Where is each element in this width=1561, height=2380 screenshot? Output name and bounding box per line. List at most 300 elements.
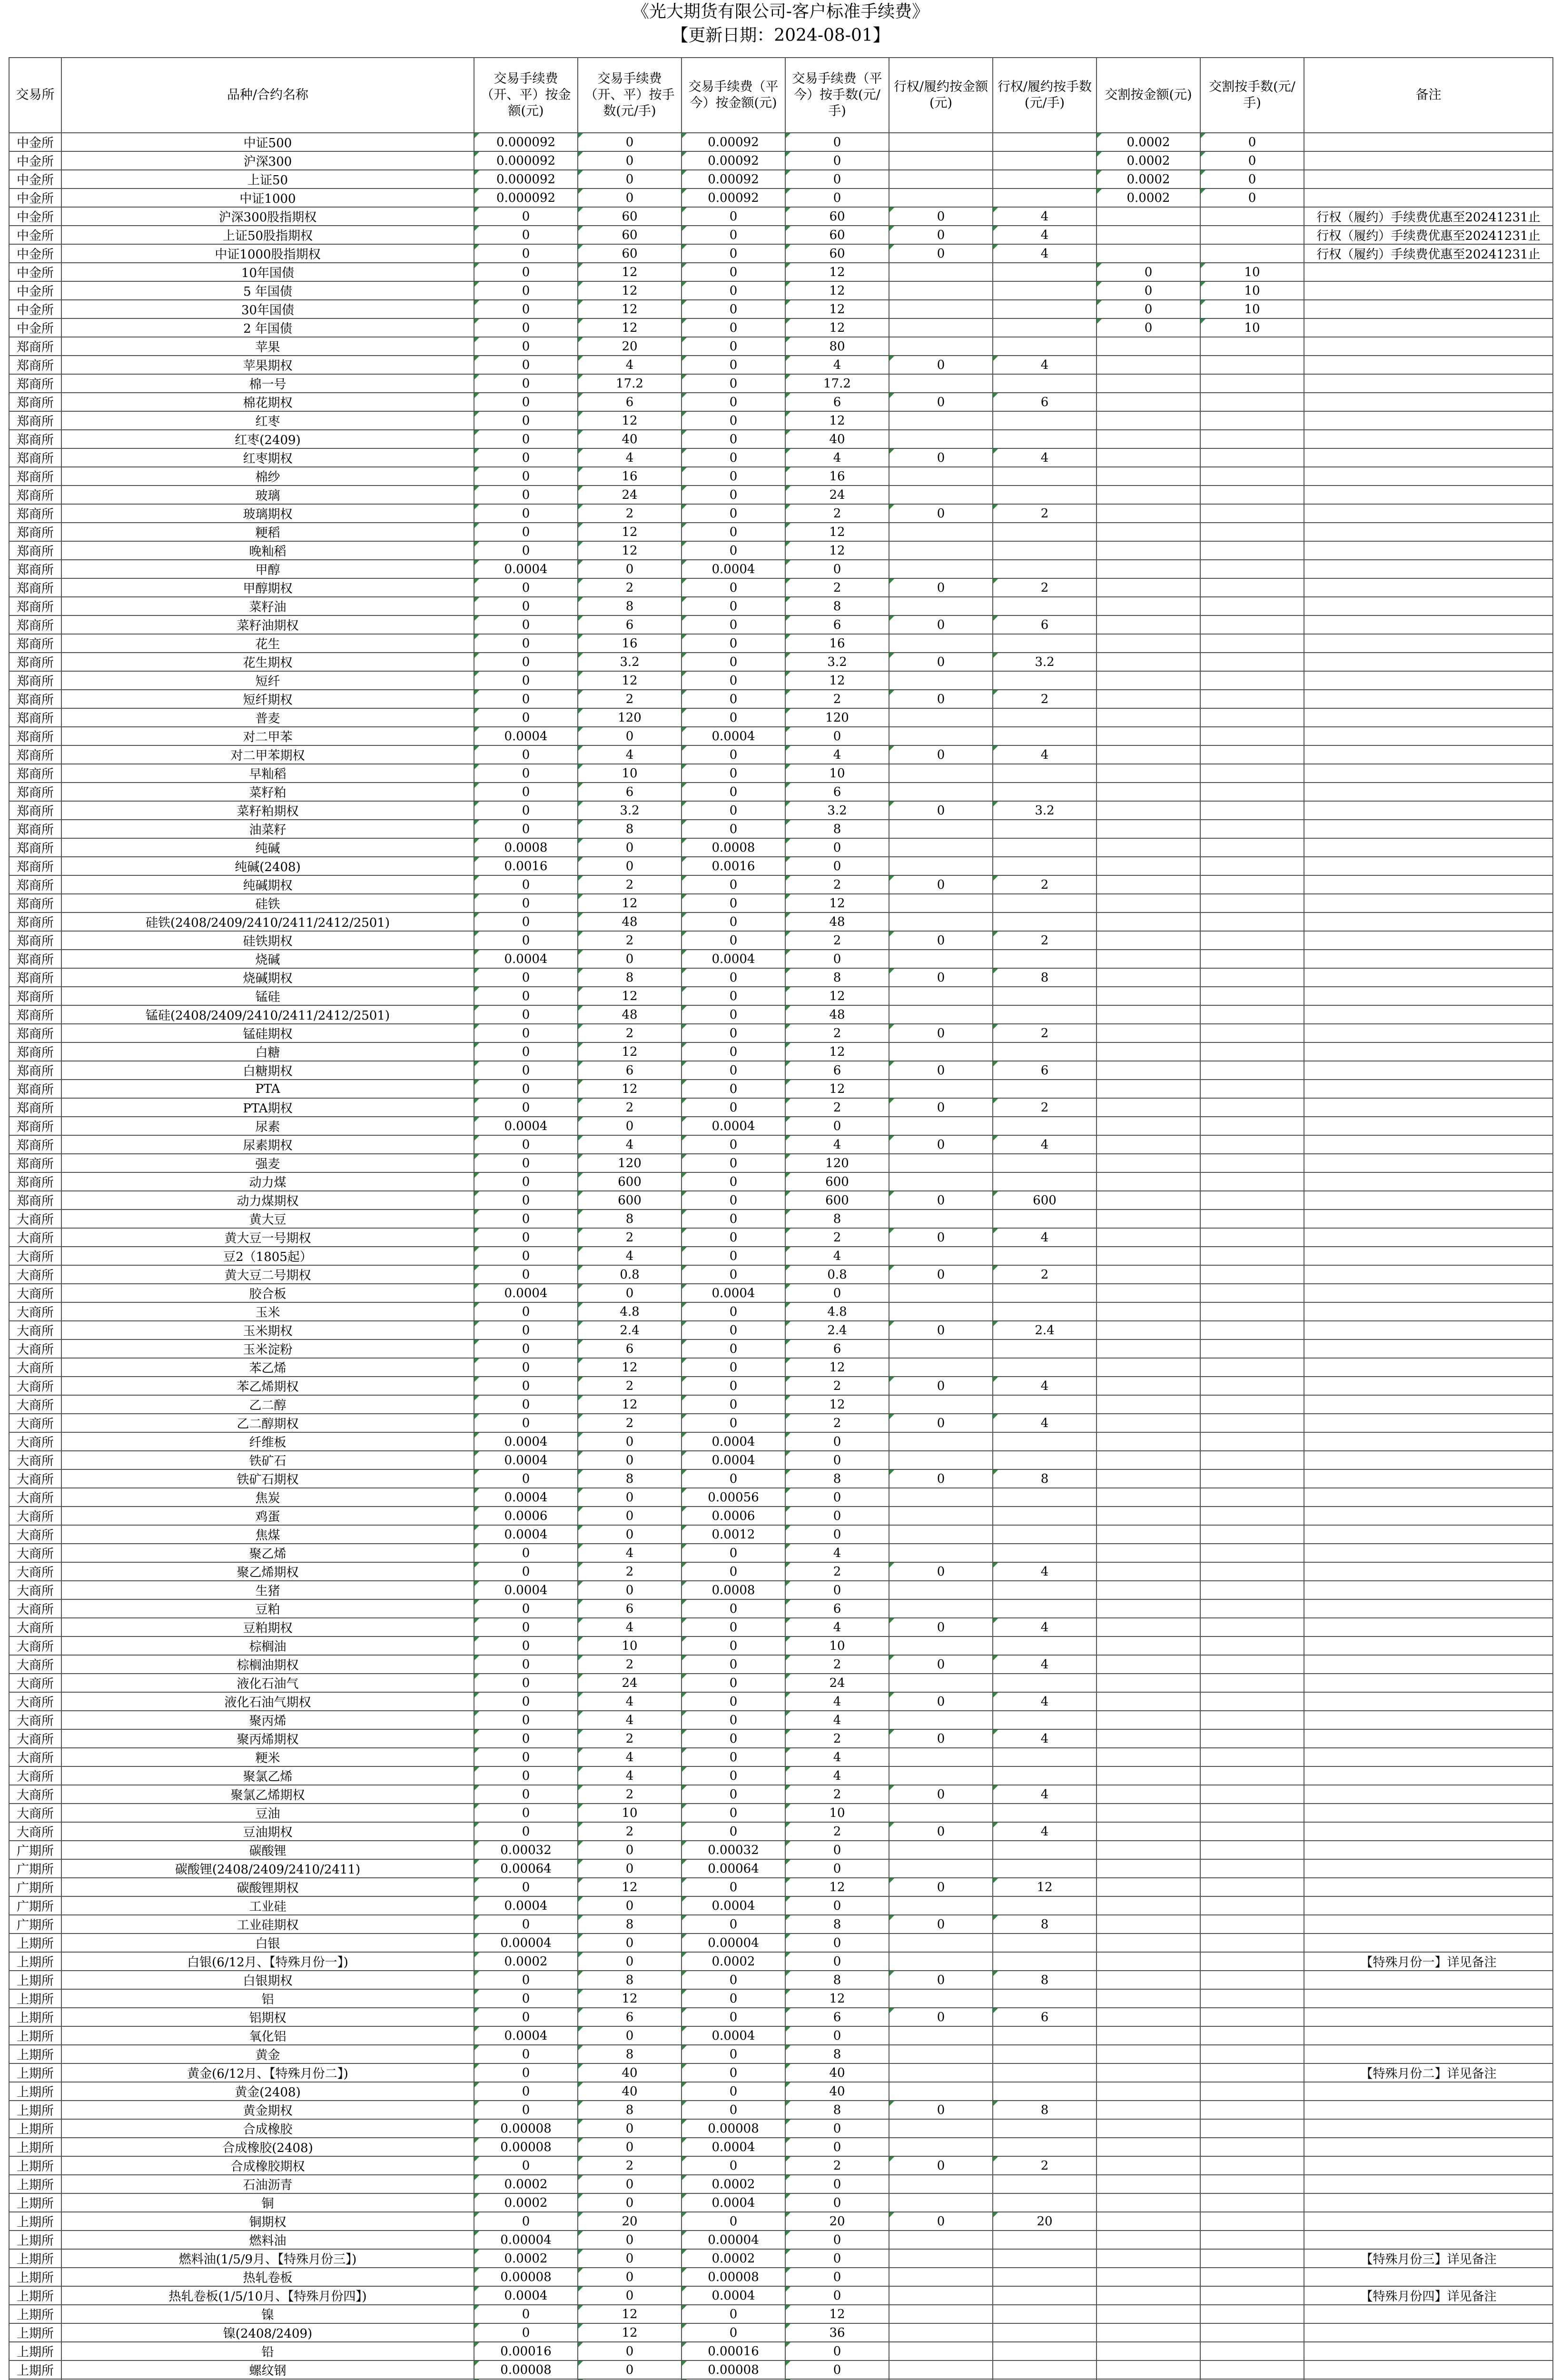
fee-cell: 0.0004	[682, 2138, 785, 2156]
product-cell: 甲醇期权	[61, 578, 474, 597]
product-cell: 尿素	[61, 1117, 474, 1135]
fee-cell	[993, 2119, 1097, 2138]
fee-cell: 0.00008	[682, 2119, 785, 2138]
fee-cell	[1200, 1488, 1304, 1507]
header-cell: 行权/履约按金额(元)	[889, 58, 993, 133]
fee-cell	[1097, 1915, 1200, 1934]
fee-cell: 0	[682, 467, 785, 486]
fee-cell: 0	[682, 653, 785, 671]
fee-table	[9, 57, 1553, 2380]
fee-cell: 0	[474, 2045, 578, 2063]
fee-cell: 0.0004	[682, 1117, 785, 1135]
fee-cell: 0.0006	[474, 1507, 578, 1525]
fee-cell: 0	[889, 801, 993, 820]
fee-cell: 0	[682, 393, 785, 411]
fee-cell	[993, 1117, 1097, 1135]
fee-cell: 0	[1200, 151, 1304, 170]
fee-cell: 0.00016	[682, 2342, 785, 2360]
fee-cell: 0.0002	[474, 2193, 578, 2212]
fee-cell: 0	[682, 244, 785, 263]
fee-cell: 0	[474, 1191, 578, 1210]
fee-cell: 8	[578, 1915, 682, 1934]
fee-cell	[889, 912, 993, 931]
product-cell: 乙二醇期权	[61, 1414, 474, 1432]
fee-cell	[889, 1488, 993, 1507]
product-cell: 铜	[61, 2193, 474, 2212]
fee-cell	[1097, 2360, 1200, 2379]
fee-cell	[1097, 1989, 1200, 2008]
table-row	[9, 411, 1553, 430]
product-cell: 焦煤	[61, 1525, 474, 1544]
fee-cell: 12	[578, 1989, 682, 2008]
fee-cell	[1200, 2175, 1304, 2193]
remark-cell	[1304, 1228, 1553, 1247]
table-row	[9, 1525, 1553, 1544]
exchange-cell: 上期所	[9, 2286, 61, 2305]
fee-cell: 0.00032	[474, 1841, 578, 1859]
fee-cell	[993, 2286, 1097, 2305]
fee-cell	[1200, 1284, 1304, 1302]
fee-cell: 2	[993, 578, 1097, 597]
fee-cell	[993, 1636, 1097, 1655]
fee-cell: 0	[785, 2193, 889, 2212]
fee-cell: 0	[1097, 318, 1200, 337]
fee-cell	[1097, 857, 1200, 875]
exchange-cell: 大商所	[9, 1247, 61, 1265]
exchange-cell: 大商所	[9, 1321, 61, 1339]
fee-cell: 8	[785, 1210, 889, 1228]
fee-cell	[1200, 1358, 1304, 1377]
fee-cell	[1097, 1785, 1200, 1804]
fee-cell	[993, 2082, 1097, 2101]
fee-cell: 0	[474, 671, 578, 690]
fee-cell	[1097, 1804, 1200, 1822]
fee-cell	[1097, 2082, 1200, 2101]
exchange-cell: 大商所	[9, 1692, 61, 1711]
fee-cell	[1097, 578, 1200, 597]
fee-cell: 6	[578, 1061, 682, 1080]
fee-cell: 0	[474, 2212, 578, 2231]
exchange-cell: 上期所	[9, 2360, 61, 2379]
fee-cell: 4	[785, 745, 889, 764]
table-row	[9, 1080, 1553, 1098]
table-row	[9, 1674, 1553, 1692]
product-cell: 中证500	[61, 133, 474, 151]
remark-cell	[1304, 653, 1553, 671]
fee-cell	[889, 1154, 993, 1172]
table-row	[9, 318, 1553, 337]
fee-cell: 3.2	[578, 801, 682, 820]
fee-cell: 0	[682, 523, 785, 541]
fee-cell: 0	[682, 1210, 785, 1228]
product-cell: 玉米期权	[61, 1321, 474, 1339]
fee-cell	[1200, 1766, 1304, 1785]
fee-cell: 0	[682, 1172, 785, 1191]
fee-cell	[1200, 2008, 1304, 2026]
fee-cell: 0	[682, 1469, 785, 1488]
fee-cell	[889, 1080, 993, 1098]
fee-cell: 0	[889, 2156, 993, 2175]
table-row	[9, 244, 1553, 263]
fee-cell: 0	[682, 578, 785, 597]
fee-cell: 0.0004	[474, 1525, 578, 1544]
table-row	[9, 653, 1553, 671]
fee-cell: 2	[578, 1377, 682, 1395]
fee-cell	[889, 1804, 993, 1822]
fee-cell	[1097, 1934, 1200, 1952]
fee-cell: 0	[474, 1618, 578, 1636]
product-cell: 黄金(6/12月、【特殊月份二】)	[61, 2063, 474, 2082]
fee-cell: 0.0004	[474, 950, 578, 968]
fee-cell: 0	[889, 1135, 993, 1154]
fee-cell: 80	[785, 337, 889, 356]
fee-cell	[1200, 411, 1304, 430]
remark-cell	[1304, 1265, 1553, 1284]
fee-cell: 0.0002	[474, 1952, 578, 1971]
fee-cell: 0	[474, 1711, 578, 1729]
remark-cell	[1304, 1432, 1553, 1451]
fee-cell	[1200, 2156, 1304, 2175]
remark-cell	[1304, 2101, 1553, 2119]
fee-cell: 0	[474, 1989, 578, 2008]
fee-cell	[993, 560, 1097, 578]
fee-cell: 120	[785, 1154, 889, 1172]
fee-cell: 0.0004	[682, 560, 785, 578]
exchange-cell: 大商所	[9, 1395, 61, 1414]
product-cell: 动力煤	[61, 1172, 474, 1191]
fee-cell: 2	[578, 1024, 682, 1042]
fee-cell: 48	[578, 912, 682, 931]
table-row	[9, 1414, 1553, 1432]
fee-cell: 0	[682, 337, 785, 356]
fee-cell: 24	[785, 486, 889, 504]
fee-cell	[993, 783, 1097, 801]
remark-cell	[1304, 857, 1553, 875]
table-row	[9, 263, 1553, 281]
fee-cell: 8	[578, 1210, 682, 1228]
fee-cell: 0	[682, 1989, 785, 2008]
table-row	[9, 1395, 1553, 1414]
fee-cell	[993, 1859, 1097, 1878]
product-cell: 锰硅期权	[61, 1024, 474, 1042]
fee-cell: 0.00004	[474, 1934, 578, 1952]
fee-cell	[1097, 1339, 1200, 1358]
product-cell: 白糖期权	[61, 1061, 474, 1080]
fee-cell: 3.2	[993, 653, 1097, 671]
fee-cell: 12	[785, 894, 889, 912]
fee-cell: 12	[785, 523, 889, 541]
remark-cell	[1304, 615, 1553, 634]
fee-cell	[1200, 1804, 1304, 1822]
exchange-cell: 大商所	[9, 1544, 61, 1562]
remark-cell	[1304, 2175, 1553, 2193]
fee-cell	[993, 467, 1097, 486]
fee-cell	[1097, 634, 1200, 653]
fee-cell	[1097, 2249, 1200, 2268]
product-cell: 黄金	[61, 2045, 474, 2063]
remark-cell: 【特殊月份四】详见备注	[1304, 2286, 1553, 2305]
fee-cell: 4	[993, 1135, 1097, 1154]
fee-cell: 0	[682, 1655, 785, 1674]
remark-cell	[1304, 1934, 1553, 1952]
fee-cell: 0	[474, 393, 578, 411]
fee-cell: 0	[474, 764, 578, 783]
fee-cell	[889, 1952, 993, 1971]
fee-cell	[1200, 1971, 1304, 1989]
table-row	[9, 1228, 1553, 1247]
header-cell: 交易手续费（开、平）按金额(元)	[474, 58, 578, 133]
fee-cell: 12	[785, 318, 889, 337]
fee-cell	[993, 2063, 1097, 2082]
fee-cell: 4	[993, 1414, 1097, 1432]
fee-cell	[1097, 801, 1200, 820]
fee-cell	[993, 151, 1097, 170]
fee-cell	[1097, 950, 1200, 968]
product-cell: 黄大豆	[61, 1210, 474, 1228]
fee-cell: 0.0004	[682, 1896, 785, 1915]
exchange-cell: 郑商所	[9, 1135, 61, 1154]
table-row	[9, 1915, 1553, 1934]
fee-cell	[1200, 671, 1304, 690]
table-row	[9, 950, 1553, 968]
fee-cell	[993, 188, 1097, 207]
remark-cell	[1304, 1191, 1553, 1210]
fee-cell	[993, 170, 1097, 188]
fee-cell: 2	[578, 1729, 682, 1748]
fee-cell: 0	[474, 653, 578, 671]
fee-cell	[889, 1896, 993, 1915]
fee-cell: 0	[474, 1822, 578, 1841]
fee-cell: 3.2	[993, 801, 1097, 820]
fee-cell	[1200, 1692, 1304, 1711]
fee-cell: 4	[578, 745, 682, 764]
table-row	[9, 1469, 1553, 1488]
fee-cell	[1200, 838, 1304, 857]
product-cell: 合成橡胶	[61, 2119, 474, 2138]
remark-cell	[1304, 1878, 1553, 1896]
table-row	[9, 1377, 1553, 1395]
fee-cell: 4	[993, 1692, 1097, 1711]
fee-cell: 0	[578, 2119, 682, 2138]
fee-cell: 4	[578, 1692, 682, 1711]
fee-cell: 2	[785, 1822, 889, 1841]
fee-cell	[1200, 2119, 1304, 2138]
remark-cell	[1304, 151, 1553, 170]
fee-cell	[1097, 1321, 1200, 1339]
fee-cell: 0.0004	[474, 2026, 578, 2045]
fee-cell	[993, 820, 1097, 838]
fee-cell	[889, 1636, 993, 1655]
fee-cell: 0	[785, 170, 889, 188]
product-cell: 短纤期权	[61, 690, 474, 708]
fee-cell: 8	[578, 2045, 682, 2063]
remark-cell	[1304, 764, 1553, 783]
product-cell: 锰硅	[61, 987, 474, 1005]
fee-cell: 6	[993, 1061, 1097, 1080]
fee-cell: 0.0002	[1097, 133, 1200, 151]
remark-cell	[1304, 1748, 1553, 1766]
fee-cell: 0	[682, 1080, 785, 1098]
fee-cell	[993, 1599, 1097, 1618]
remark-cell	[1304, 2268, 1553, 2286]
product-cell: 晚籼稻	[61, 541, 474, 560]
table-row	[9, 393, 1553, 411]
fee-cell	[1200, 1469, 1304, 1488]
fee-cell: 0	[682, 1915, 785, 1934]
fee-cell: 6	[785, 783, 889, 801]
fee-cell	[1097, 708, 1200, 727]
table-row	[9, 2212, 1553, 2231]
table-row	[9, 560, 1553, 578]
fee-cell: 0	[682, 1674, 785, 1692]
fee-cell	[889, 1766, 993, 1785]
fee-cell: 0	[889, 1562, 993, 1581]
fee-cell: 0	[578, 2268, 682, 2286]
fee-cell	[1097, 1618, 1200, 1636]
fee-cell: 0	[889, 244, 993, 263]
fee-cell: 2	[578, 1228, 682, 1247]
fee-cell	[1097, 2026, 1200, 2045]
fee-cell: 0	[474, 1766, 578, 1785]
fee-cell	[1200, 2323, 1304, 2342]
fee-cell	[1097, 1878, 1200, 1896]
remark-cell	[1304, 1154, 1553, 1172]
fee-cell	[1097, 2101, 1200, 2119]
fee-cell	[1097, 2156, 1200, 2175]
fee-cell	[1200, 1711, 1304, 1729]
fee-cell	[1097, 1005, 1200, 1024]
fee-cell: 0	[474, 1061, 578, 1080]
fee-cell: 0	[682, 615, 785, 634]
product-cell: 白银期权	[61, 1971, 474, 1989]
table-row	[9, 820, 1553, 838]
fee-cell: 2	[785, 931, 889, 950]
product-cell: 烧碱	[61, 950, 474, 968]
fee-cell	[889, 1117, 993, 1135]
fee-cell: 0	[474, 2156, 578, 2175]
fee-cell: 10	[578, 1636, 682, 1655]
fee-cell: 4	[578, 1711, 682, 1729]
fee-cell: 12	[785, 671, 889, 690]
header-cell: 备注	[1304, 58, 1553, 133]
table-row	[9, 2082, 1553, 2101]
exchange-cell: 大商所	[9, 1618, 61, 1636]
fee-cell: 12	[578, 411, 682, 430]
fee-cell: 48	[785, 1005, 889, 1024]
fee-cell: 0.0002	[474, 2249, 578, 2268]
remark-cell	[1304, 1395, 1553, 1414]
fee-cell: 12	[578, 1395, 682, 1414]
fee-cell	[993, 597, 1097, 615]
exchange-cell: 郑商所	[9, 1042, 61, 1061]
remark-cell	[1304, 1971, 1553, 1989]
fee-cell	[889, 708, 993, 727]
fee-cell: 0	[682, 2045, 785, 2063]
product-cell: 玉米淀粉	[61, 1339, 474, 1358]
remark-cell	[1304, 2138, 1553, 2156]
table-row	[9, 281, 1553, 300]
product-cell: 铜期权	[61, 2212, 474, 2231]
fee-cell	[993, 1154, 1097, 1172]
fee-cell: 12	[578, 263, 682, 281]
table-row	[9, 987, 1553, 1005]
exchange-cell: 中金所	[9, 207, 61, 226]
fee-cell: 0	[682, 1692, 785, 1711]
table-row	[9, 1636, 1553, 1655]
fee-cell: 0	[682, 300, 785, 318]
remark-cell	[1304, 1042, 1553, 1061]
table-row	[9, 1971, 1553, 1989]
fee-cell	[1097, 2138, 1200, 2156]
fee-cell	[1200, 448, 1304, 467]
exchange-cell: 大商所	[9, 1766, 61, 1785]
fee-cell: 4	[578, 1618, 682, 1636]
fee-cell: 0	[474, 1302, 578, 1321]
fee-cell	[1097, 374, 1200, 393]
fee-cell: 0.00004	[682, 2231, 785, 2249]
exchange-cell: 大商所	[9, 1265, 61, 1284]
fee-cell: 12	[578, 671, 682, 690]
fee-cell: 0	[682, 1191, 785, 1210]
remark-cell	[1304, 2119, 1553, 2138]
fee-cell: 0	[578, 2175, 682, 2193]
fee-cell: 2	[578, 1098, 682, 1117]
table-row	[9, 2138, 1553, 2156]
fee-cell: 0	[785, 2175, 889, 2193]
exchange-cell: 郑商所	[9, 337, 61, 356]
fee-cell: 0	[474, 226, 578, 244]
fee-cell	[889, 263, 993, 281]
fee-cell: 0	[578, 133, 682, 151]
table-row	[9, 1024, 1553, 1042]
fee-cell: 0.0002	[474, 2175, 578, 2193]
fee-cell: 2	[578, 1414, 682, 1432]
fee-cell	[1097, 356, 1200, 374]
table-row	[9, 838, 1553, 857]
remark-cell	[1304, 931, 1553, 950]
product-cell: 聚乙烯	[61, 1544, 474, 1562]
product-cell: 苯乙烯期权	[61, 1377, 474, 1395]
fee-cell	[1200, 2268, 1304, 2286]
fee-cell: 0	[682, 2212, 785, 2231]
fee-cell: 6	[785, 1339, 889, 1358]
fee-cell: 0	[785, 1581, 889, 1599]
fee-cell: 0	[682, 1358, 785, 1377]
remark-cell	[1304, 1414, 1553, 1432]
exchange-cell: 郑商所	[9, 541, 61, 560]
fee-cell: 0	[474, 1414, 578, 1432]
product-cell: 豆粕	[61, 1599, 474, 1618]
remark-cell	[1304, 133, 1553, 151]
remark-cell	[1304, 1599, 1553, 1618]
table-row	[9, 1989, 1553, 2008]
remark-cell	[1304, 560, 1553, 578]
fee-cell: 0	[889, 1265, 993, 1284]
fee-cell	[889, 2193, 993, 2212]
fee-cell	[889, 1711, 993, 1729]
fee-cell: 0	[785, 727, 889, 745]
product-cell: 短纤	[61, 671, 474, 690]
table-row	[9, 1488, 1553, 1507]
fee-cell: 0	[474, 1562, 578, 1581]
fee-cell: 0	[474, 1024, 578, 1042]
fee-cell: 0.0004	[474, 1581, 578, 1599]
fee-cell: 0	[785, 2026, 889, 2045]
fee-cell	[889, 170, 993, 188]
fee-cell: 0.0016	[474, 857, 578, 875]
fee-cell: 0	[785, 1525, 889, 1544]
fee-cell	[1200, 1989, 1304, 2008]
